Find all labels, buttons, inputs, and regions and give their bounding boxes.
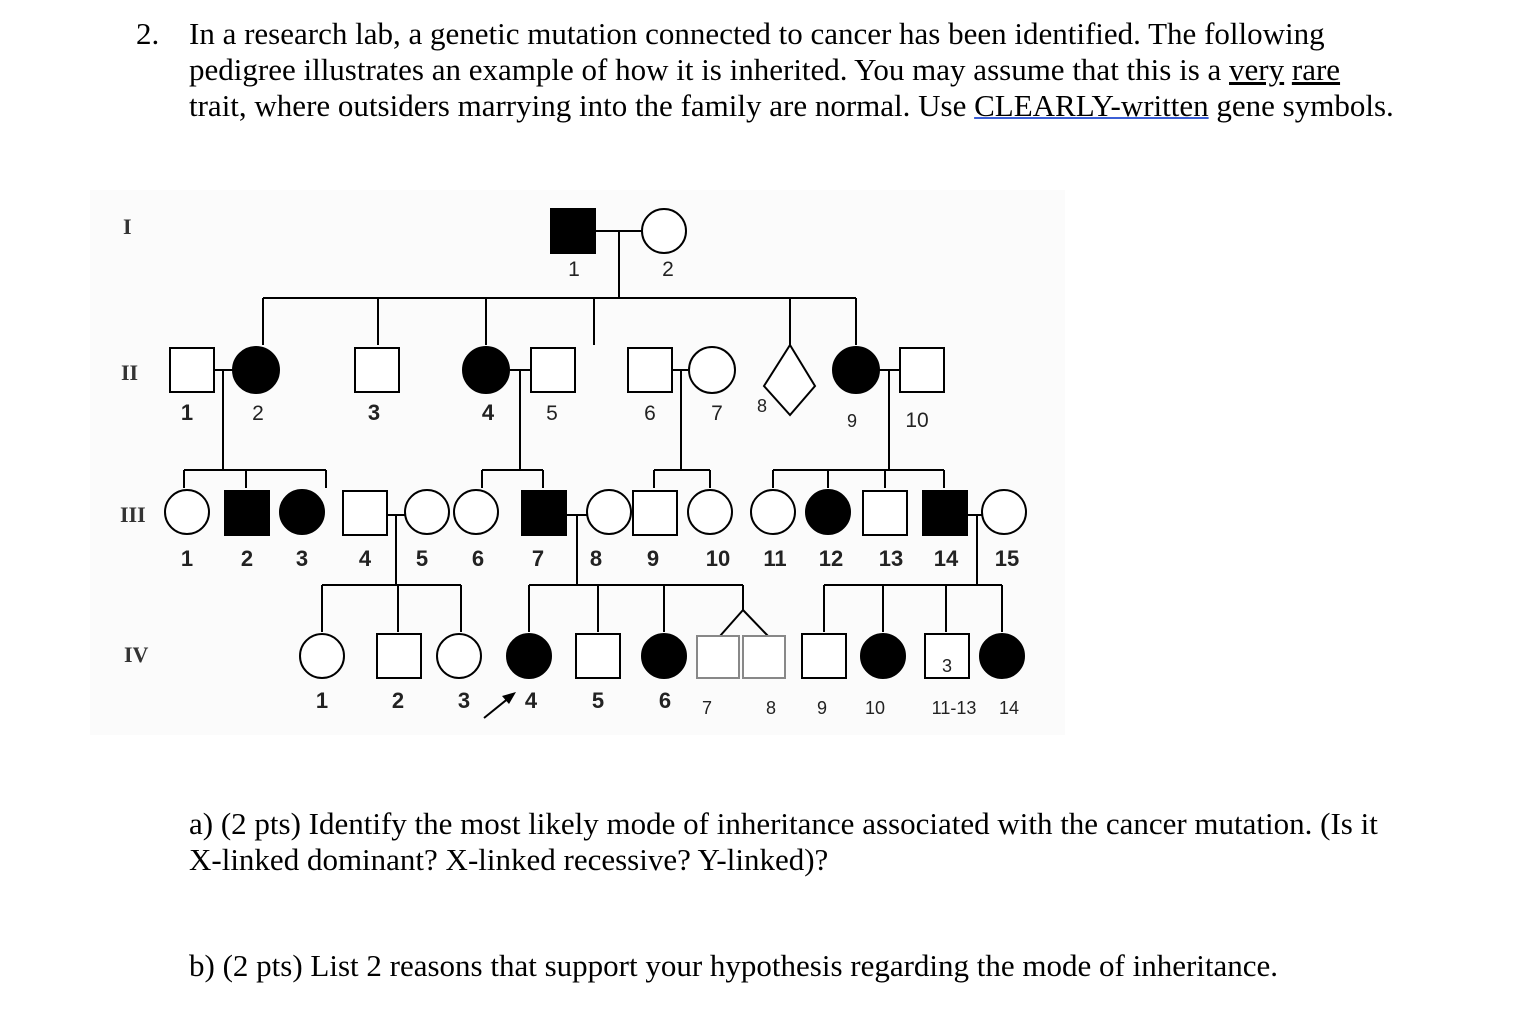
gen3-label-6: 6 <box>471 546 485 571</box>
gen4-label-5: 5 <box>591 688 605 713</box>
gen3-label-10: 10 <box>705 546 731 571</box>
gen3-male-7-affected <box>522 491 566 535</box>
question-line-2-text: pedigree illustrates an example of how it is inherited. You may assume that this is a <box>189 52 1230 87</box>
gen3-label-15: 15 <box>994 546 1020 571</box>
gen2-male-3 <box>355 348 399 392</box>
gen3-label-1: 1 <box>180 546 194 571</box>
gen3-female-11 <box>751 490 795 534</box>
gen4-male-2 <box>377 634 421 678</box>
gen2-male-6 <box>628 348 672 392</box>
gen2-label-9: 9 <box>846 411 858 431</box>
gen4-label-7: 7 <box>701 698 713 718</box>
gen3-label-3: 3 <box>295 546 309 571</box>
gen4-female-6-affected <box>642 634 686 678</box>
gen4-label-9: 9 <box>816 698 828 718</box>
gen4-female-1 <box>300 634 344 678</box>
gen1-male-1-affected <box>551 209 595 253</box>
gen2-male-1 <box>170 348 214 392</box>
gen3-female-8 <box>587 490 631 534</box>
gen3-male-14-affected <box>923 491 967 535</box>
part-a-question <box>189 806 1429 878</box>
gen3-label-12: 12 <box>818 546 844 571</box>
question-line-3-prefix: trait, where outsiders marrying into the family are normal. Use <box>189 88 975 123</box>
gen3-label-2: 2 <box>240 546 254 571</box>
gen2-female-2-affected <box>233 347 279 393</box>
gen3-label-4: 4 <box>358 546 372 571</box>
gen1-female-2 <box>642 209 686 253</box>
gen2-label-6: 6 <box>644 402 656 425</box>
gen3-male-4 <box>343 491 387 535</box>
gen3-label-5: 5 <box>415 546 429 571</box>
gen4-female-4-affected-proband <box>507 634 551 678</box>
gen4-female-14-affected <box>980 634 1024 678</box>
gen3-female-5 <box>405 490 449 534</box>
part-a-line-2: X-linked dominant? X-linked recessive? Y-linked)? <box>189 842 829 877</box>
gen4-label-11-13: 11-13 <box>931 698 977 718</box>
gen2-label-10: 10 <box>905 409 929 432</box>
generation-label-III: III <box>120 502 146 527</box>
gen2-label-4: 4 <box>481 400 495 425</box>
underlined-rare: rare <box>1291 52 1341 87</box>
gen3-female-6 <box>454 490 498 534</box>
gen3-label-8: 8 <box>589 546 603 571</box>
gen4-label-4: 4 <box>524 688 538 713</box>
gen4-male-9 <box>802 634 846 678</box>
gen2-male-10 <box>900 348 944 392</box>
gen3-female-1 <box>165 490 209 534</box>
gen1-label-1: 1 <box>568 258 580 281</box>
part-b-line-1: b) (2 pts) List 2 reasons that support your hypothesis regarding the mode of inheritance. <box>189 948 1279 983</box>
gen4-female-10-affected <box>861 634 905 678</box>
gen4-twin-male-7 <box>697 636 739 678</box>
gen3-female-15 <box>982 490 1026 534</box>
gen3-label-9: 9 <box>646 546 660 571</box>
gen3-male-13 <box>863 491 907 535</box>
gen4-label-6: 6 <box>658 688 672 713</box>
gen2-female-7 <box>689 347 735 393</box>
generation-label-II: II <box>121 360 139 385</box>
gen3-label-14: 14 <box>933 546 959 571</box>
gen3-label-11: 11 <box>763 546 787 571</box>
gen4-label-1: 1 <box>315 688 329 713</box>
gen4-female-3 <box>437 634 481 678</box>
gen2-male-5 <box>531 348 575 392</box>
gen2-label-8: 8 <box>756 396 768 416</box>
gen4-group-count: 3 <box>941 656 953 676</box>
part-b-question <box>189 948 1429 984</box>
gen2-label-7: 7 <box>711 402 723 425</box>
gen4-twin-male-8 <box>743 636 785 678</box>
gen4-label-3: 3 <box>457 688 471 713</box>
generation-label-IV: IV <box>124 642 149 667</box>
gen4-male-5 <box>576 634 620 678</box>
gen1-label-2: 2 <box>662 258 674 281</box>
underlined-very: very <box>1229 52 1285 87</box>
gen3-female-10 <box>688 490 732 534</box>
gen3-female-3-affected <box>280 490 324 534</box>
gen3-female-12-affected <box>806 490 850 534</box>
gen3-label-7: 7 <box>531 546 545 571</box>
gen4-label-8: 8 <box>765 698 777 718</box>
part-a-line-1: a) (2 pts) Identify the most likely mode of inheritance associated with the cancer mutation. (Is it <box>189 806 1378 841</box>
gen2-female-9-affected <box>833 347 879 393</box>
gen2-female-4-affected <box>463 347 509 393</box>
gen2-label-1: 1 <box>180 400 194 425</box>
gen4-label-14: 14 <box>998 698 1020 718</box>
question-number: 2. <box>136 16 160 51</box>
gen3-label-13: 13 <box>878 546 904 571</box>
gen2-label-5: 5 <box>546 402 558 425</box>
clearly-written-link[interactable]: CLEARLY-written <box>974 88 1209 123</box>
gen3-male-2-affected <box>225 491 269 535</box>
gen4-label-2: 2 <box>391 688 405 713</box>
question-line-1: In a research lab, a genetic mutation connected to cancer has been identified. The following <box>189 16 1325 51</box>
generation-label-I: I <box>123 214 132 239</box>
gen4-label-10: 10 <box>864 698 886 718</box>
gen2-label-2: 2 <box>252 402 264 425</box>
gen2-label-3: 3 <box>367 400 381 425</box>
question-line-3-suffix: gene symbols. <box>1208 88 1394 123</box>
gen3-male-9 <box>633 491 677 535</box>
